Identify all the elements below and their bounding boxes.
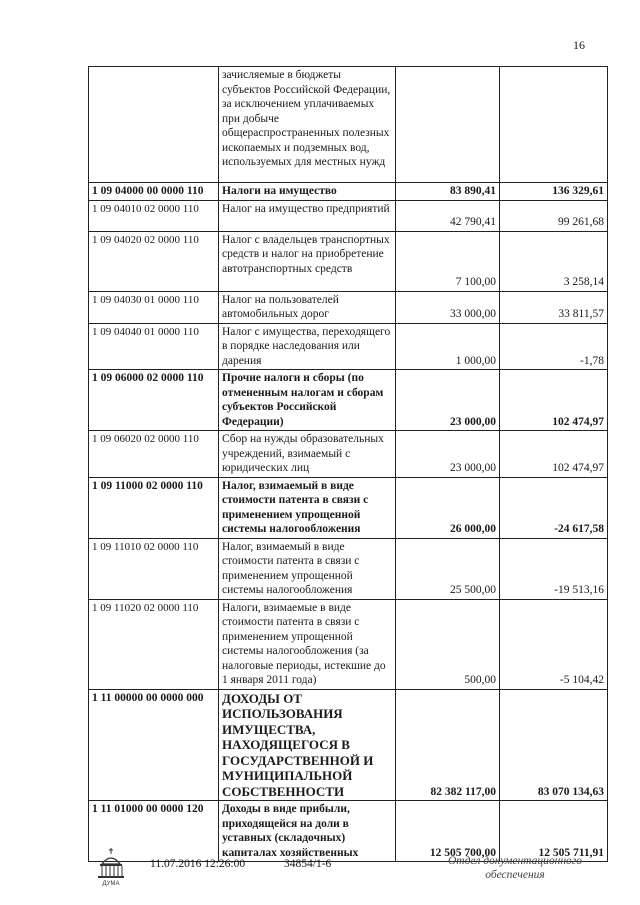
table-row	[89, 801, 608, 862]
table-row	[89, 291, 608, 323]
name-cell: зачисляемые в бюджеты субъектов Российской Федерации, за исключением уплачиваемых при добыче общераспространенных полезных ископаемых и подземных вод, используемых для местных нужд	[219, 67, 396, 183]
page-number: 16	[573, 38, 585, 52]
footer-timestamp: 11.07.2016 12:26:00	[150, 858, 246, 870]
plan-amount-cell: 1 000,00	[396, 323, 500, 370]
code-cell: 1 09 11000 02 0000 110	[89, 477, 219, 538]
duma-logo-icon	[96, 846, 126, 888]
actual-amount-cell: 136 329,61	[500, 183, 608, 201]
plan-amount-cell: 82 382 117,00	[396, 689, 500, 801]
actual-amount-cell: 102 474,97	[500, 431, 608, 478]
name-cell: Налог на имущество предприятий	[219, 200, 396, 231]
name-cell: Налог с имущества, переходящего в порядке наследования или дарения	[219, 323, 396, 370]
table-row	[89, 200, 608, 231]
actual-amount-cell: 83 070 134,63	[500, 689, 608, 801]
plan-amount-cell: 23 000,00	[396, 431, 500, 478]
actual-amount-cell: -1,78	[500, 323, 608, 370]
actual-amount-cell: -19 513,16	[500, 538, 608, 599]
code-cell: 1 11 00000 00 0000 000	[89, 689, 219, 801]
table-row	[89, 477, 608, 538]
code-cell: 1 09 06020 02 0000 110	[89, 431, 219, 478]
name-cell: Прочие налоги и сборы (по отмененным налогам и сборам субъектов Российской Федерации)	[219, 370, 396, 431]
code-cell	[89, 67, 219, 183]
name-cell: Налог с владельцев транспортных средств и налог на приобретение автотранспортных средств	[219, 231, 396, 291]
actual-amount-cell: 12 505 711,91	[500, 801, 608, 862]
plan-amount-cell	[396, 67, 500, 183]
svg-text:ДУМА: ДУМА	[102, 881, 120, 887]
name-cell: Доходы в виде прибыли, приходящейся на доли в уставных (складочных) капиталах хозяйственных	[219, 801, 396, 862]
plan-amount-cell: 33 000,00	[396, 291, 500, 323]
table-row	[89, 231, 608, 291]
name-cell: Налоги на имущество	[219, 183, 396, 201]
table-row	[89, 689, 608, 801]
actual-amount-cell	[500, 67, 608, 183]
actual-amount-cell: 99 261,68	[500, 200, 608, 231]
table-row	[89, 599, 608, 689]
name-cell: Сбор на нужды образовательных учреждений, взимаемый с юридических лиц	[219, 431, 396, 478]
actual-amount-cell: 102 474,97	[500, 370, 608, 431]
plan-amount-cell: 23 000,00	[396, 370, 500, 431]
actual-amount-cell: -5 104,42	[500, 599, 608, 689]
table-row	[89, 323, 608, 370]
actual-amount-cell: 33 811,57	[500, 291, 608, 323]
plan-amount-cell: 83 890,41	[396, 183, 500, 201]
code-cell: 1 09 04040 01 0000 110	[89, 323, 219, 370]
code-cell: 1 11 01000 00 0000 120	[89, 801, 219, 862]
name-cell: Налог, взимаемый в виде стоимости патента в связи с применением упрощенной системы налогообложения	[219, 538, 396, 599]
code-cell: 1 09 11020 02 0000 110	[89, 599, 219, 689]
code-cell: 1 09 04030 01 0000 110	[89, 291, 219, 323]
actual-amount-cell: -24 617,58	[500, 477, 608, 538]
plan-amount-cell: 7 100,00	[396, 231, 500, 291]
code-cell: 1 09 04000 00 0000 110	[89, 183, 219, 201]
plan-amount-cell: 25 500,00	[396, 538, 500, 599]
revenue-table-body	[89, 67, 608, 862]
department-stamp-line2: обеспечения	[485, 869, 545, 881]
code-cell: 1 09 04020 02 0000 110	[89, 231, 219, 291]
code-cell: 1 09 04010 02 0000 110	[89, 200, 219, 231]
table-row	[89, 370, 608, 431]
name-cell: Налог, взимаемый в виде стоимости патента в связи с применением упрощенной системы налогообложения	[219, 477, 396, 538]
actual-amount-cell: 3 258,14	[500, 231, 608, 291]
footer-doc-number: 34854/1-6	[284, 858, 332, 870]
revenue-table	[88, 66, 608, 862]
name-cell: ДОХОДЫ ОТ ИСПОЛЬЗОВАНИЯ ИМУЩЕСТВА, НАХОДЯЩЕГОСЯ В ГОСУДАРСТВЕННОЙ И МУНИЦИПАЛЬНОЙ СОБСТВЕННОСТИ	[219, 689, 396, 801]
department-stamp-line1: Отдел документационного	[447, 855, 583, 867]
plan-amount-cell: 500,00	[396, 599, 500, 689]
name-cell: Налог на пользователей автомобильных дорог	[219, 291, 396, 323]
plan-amount-cell: 26 000,00	[396, 477, 500, 538]
plan-amount-cell: 42 790,41	[396, 200, 500, 231]
name-cell: Налоги, взимаемые в виде стоимости патента в связи с применением упрощенной системы налогообложения (за налоговые периоды, истекшие до 1 января 2011 года)	[219, 599, 396, 689]
table-row	[89, 431, 608, 478]
table-row	[89, 538, 608, 599]
code-cell: 1 09 11010 02 0000 110	[89, 538, 219, 599]
plan-amount-cell: 12 505 700,00	[396, 801, 500, 862]
code-cell: 1 09 06000 02 0000 110	[89, 370, 219, 431]
table-row	[89, 67, 608, 183]
table-row	[89, 183, 608, 201]
department-stamp	[430, 854, 600, 882]
